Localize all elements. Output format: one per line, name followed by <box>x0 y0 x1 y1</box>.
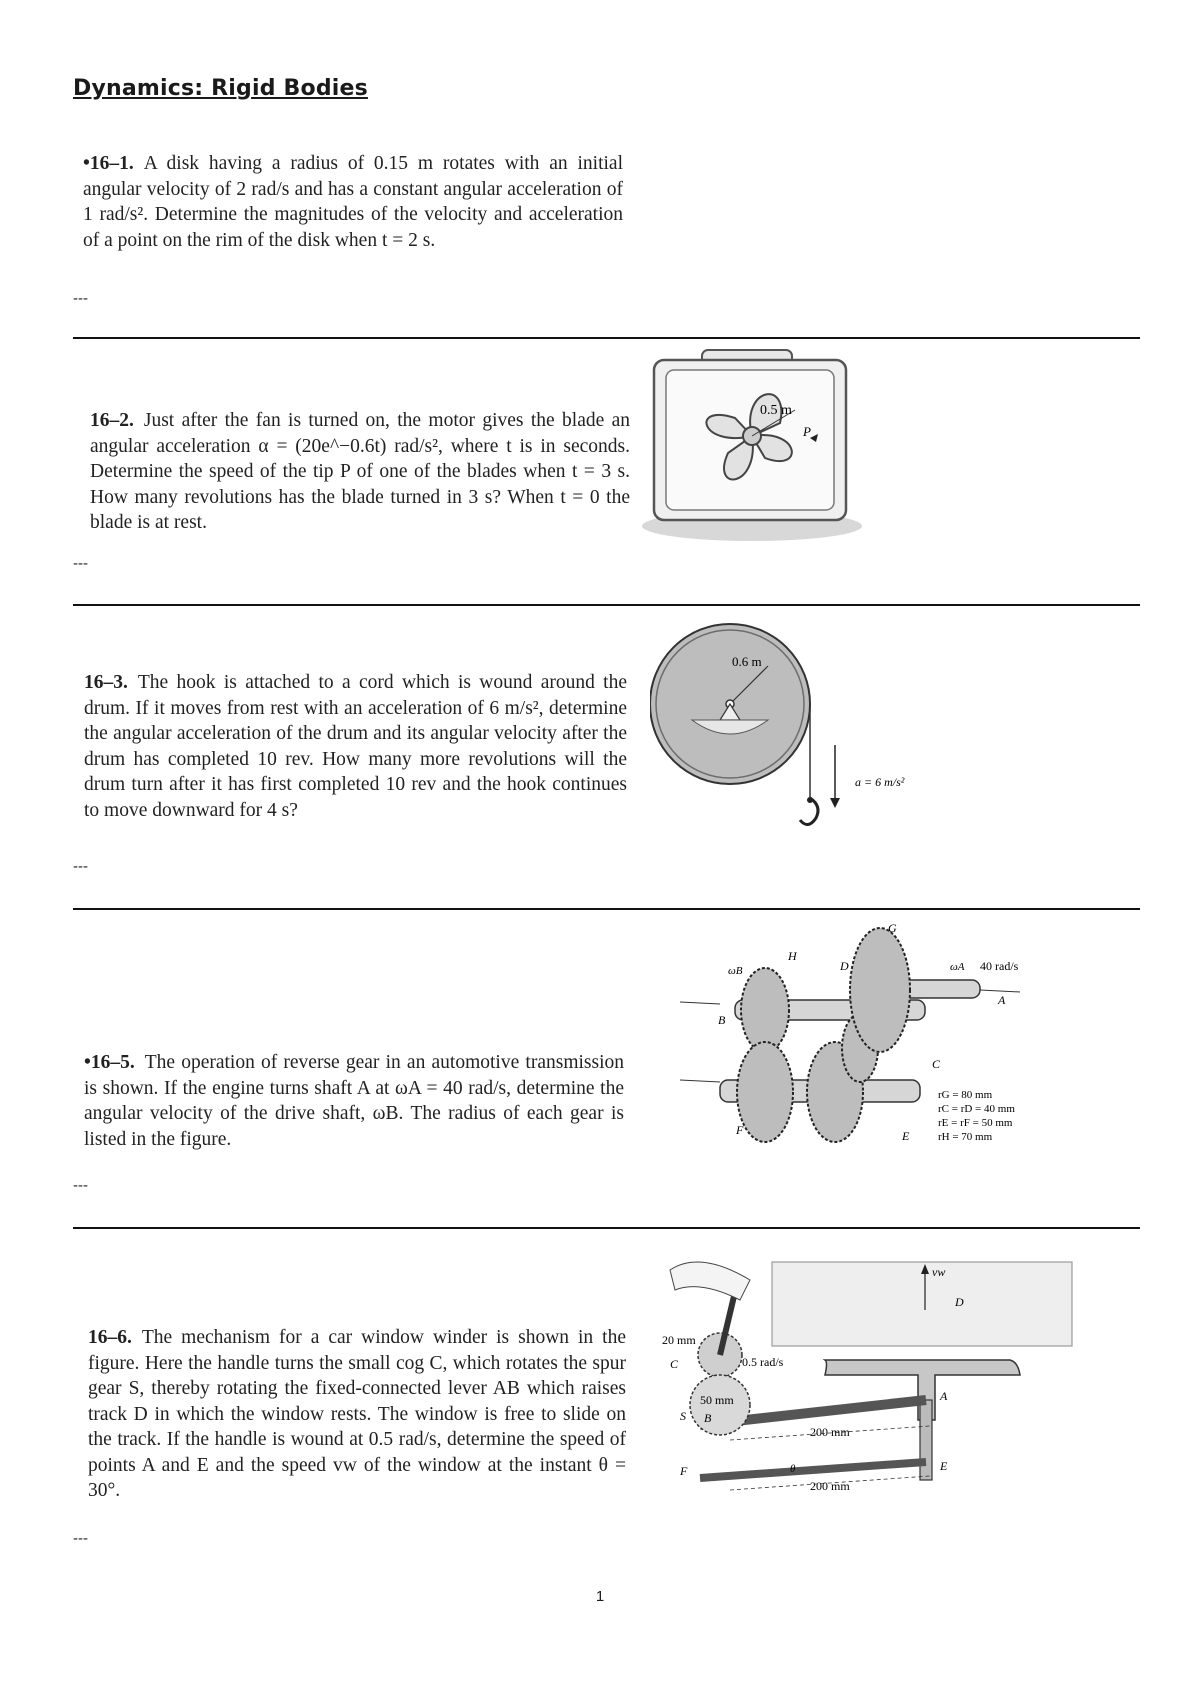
drum-accel-label: a = 6 m/s² <box>855 775 905 789</box>
drum-radius-label: 0.6 m <box>732 654 762 669</box>
problem-number: 16–2. <box>90 410 134 431</box>
fan-radius-label: 0.5 m <box>760 403 792 418</box>
problem-text: A disk having a radius of 0.15 m rotates with an initial angular velocity of 2 rad/s and has a constant angular acceleration of 1 rad/s². Determine the magnitudes of the velocity and acceleration of a point on the rim of the disk when t = 2 s. <box>83 153 623 251</box>
divider <box>73 1227 1140 1229</box>
gear-label: F <box>736 1123 744 1137</box>
separator-dashes: --- <box>73 290 88 307</box>
fan-point-label: P <box>803 424 811 439</box>
gear-radius: rH = 70 mm <box>938 1131 993 1143</box>
window-label: B <box>704 1411 712 1425</box>
problem-16-6 <box>88 1325 626 1504</box>
gear-label: H <box>788 949 797 963</box>
gear-figure <box>680 920 1050 1170</box>
problem-text: The hook is attached to a cord which is wound around the drum. If it moves from rest with an acceleration of 6 m/s², determine the angular acceleration of the drum and its angular velocity after the drum has completed 10 rev. How many more revolutions will the drum turn after it has first completed 10 rev and the hook continues to move downward for 4 s? <box>84 672 627 821</box>
fan-figure <box>640 348 865 543</box>
page-number: 1 <box>595 1588 605 1605</box>
problem-number: •16–5. <box>84 1052 135 1073</box>
window-label: 200 mm <box>810 1425 850 1439</box>
window-label: 0.5 rad/s <box>742 1355 784 1369</box>
gear-label: B <box>718 1013 726 1027</box>
gear-radius: rG = 80 mm <box>938 1089 993 1101</box>
window-label: A <box>940 1389 948 1403</box>
divider <box>73 908 1140 910</box>
problem-text: The operation of reverse gear in an automotive transmission is shown. If the engine turns shaft A at ωA = 40 rad/s, determine the angular velocity of the drive shaft, ωB. The radius of each gear is listed in the figure. <box>84 1052 624 1150</box>
gear-label: C <box>932 1057 941 1071</box>
window-label: C <box>670 1357 679 1371</box>
separator-dashes: --- <box>73 858 88 875</box>
gear-label: D <box>840 959 849 973</box>
window-winder-figure <box>660 1250 1080 1510</box>
separator-dashes: --- <box>73 1177 88 1194</box>
gear-radius: rE = rF = 50 mm <box>938 1117 1013 1129</box>
problem-16-3 <box>84 670 627 823</box>
drum-figure <box>650 620 950 845</box>
window-label: vw <box>932 1265 946 1279</box>
gear-radius: rC = rD = 40 mm <box>938 1103 1015 1115</box>
omega-b-label: ωB <box>728 965 743 977</box>
window-label: E <box>940 1459 948 1473</box>
page-heading: Dynamics: Rigid Bodies <box>73 76 368 101</box>
window-label: 20 mm <box>662 1333 696 1347</box>
problem-16-1 <box>83 151 623 253</box>
omega-a-value: 40 rad/s <box>980 959 1019 973</box>
gear-label: E <box>902 1129 910 1143</box>
problem-text: The mechanism for a car window winder is shown in the figure. Here the handle turns the small cog C, which rotates the spur gear S, thereby rotating the fixed-connected lever AB which raises track D in which the window rests. The window is free to slide on the track. If the handle is wound at 0.5 rad/s, determine the speed of points A and E and the speed vw of the window at the instant θ = 30°. <box>88 1327 626 1501</box>
problem-16-5 <box>84 1050 624 1152</box>
problem-text: Just after the fan is turned on, the motor gives the blade an angular acceleration α = (20e^−0.6t) rad/s², where t is in seconds. Determine the speed of the tip P of one of the blades when t = 3 s. How many revolutions has the blade turned in 3 s? When t = 0 the blade is at rest. <box>90 410 630 533</box>
window-label: 200 mm <box>810 1479 850 1493</box>
separator-dashes: --- <box>73 555 88 572</box>
window-label: 50 mm <box>700 1393 734 1407</box>
problem-16-2 <box>90 408 630 536</box>
gear-label: G <box>888 921 897 935</box>
window-label: θ <box>790 1463 796 1475</box>
separator-dashes: --- <box>73 1530 88 1547</box>
omega-a-label: ωA <box>950 961 965 973</box>
problem-number: •16–1. <box>83 153 134 174</box>
problem-number: 16–6. <box>88 1327 132 1348</box>
divider <box>73 604 1140 606</box>
problem-number: 16–3. <box>84 672 128 693</box>
gear-label: A <box>998 993 1006 1007</box>
window-label: S <box>680 1409 686 1423</box>
divider <box>73 337 1140 339</box>
window-label: D <box>955 1295 964 1309</box>
window-label: F <box>680 1464 688 1478</box>
